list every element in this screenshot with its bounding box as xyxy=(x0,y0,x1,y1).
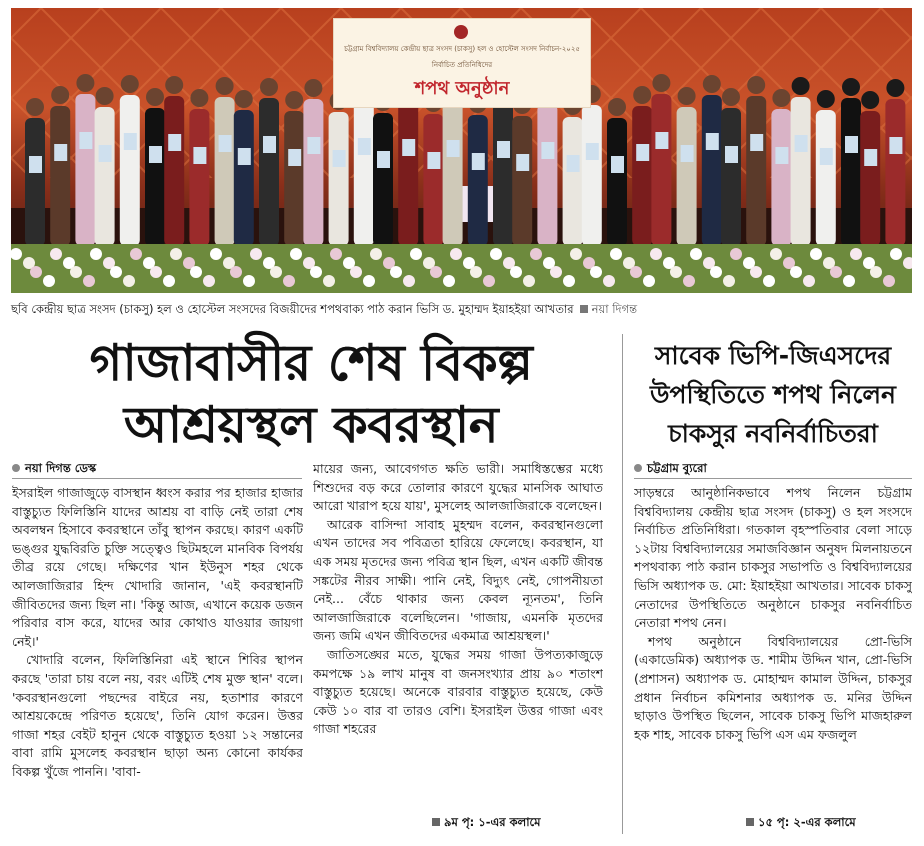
flower xyxy=(770,248,782,260)
right-headline xyxy=(632,336,914,453)
flower xyxy=(670,266,682,278)
right-paragraph-2: শপথ অনুষ্ঠানে বিশ্ববিদ্যালয়ের প্রো-ভিসি (একাডেমিক) অধ্যাপক ড. শামীম উদ্দিন খান, প্রো-ভিসি (প্রশাসন) অধ্যাপক ড. মোহাম্মদ কামাল উদ্দিন, চাকসুর প্রধান নির্বাচন কমিশনার অধ্যাপক ড. মনির উদ্দিন ছাড়াও উপস্থিত ছিলেন, সাবেক চাকসু ভিপি মাজহারুল হক শাহ, সাবেক চাকসু ভিপি এস এম ফজলুল xyxy=(634,633,912,742)
certificate xyxy=(263,136,276,153)
flower xyxy=(610,248,622,260)
certificate xyxy=(193,147,206,164)
person-silhouette xyxy=(468,115,488,246)
certificate xyxy=(775,147,788,164)
certificate xyxy=(333,150,346,167)
right-jump-line xyxy=(742,814,856,833)
person-head xyxy=(96,87,114,105)
certificate xyxy=(706,133,719,150)
person-silhouette xyxy=(677,107,697,246)
column-divider xyxy=(622,334,623,834)
flower xyxy=(330,248,342,260)
person-silhouette xyxy=(537,104,557,246)
flower xyxy=(270,266,282,278)
certificate xyxy=(358,138,371,155)
banner-subtitle: চট্টগ্রাম বিশ্ববিদ্যালয় কেন্দ্রীয় ছাত্র সংসদ (চাকসু) হল ও হোস্টেল সংসদ নির্বাচন-২০২৫ xyxy=(344,45,580,53)
person-silhouette xyxy=(284,111,304,246)
byline-bullet-icon xyxy=(12,464,20,472)
flower xyxy=(363,275,375,287)
certificate xyxy=(29,156,42,173)
flower xyxy=(883,275,895,287)
flower xyxy=(790,266,802,278)
person-silhouette xyxy=(702,95,722,246)
certificate xyxy=(655,132,668,149)
news-photo xyxy=(11,8,912,293)
flower xyxy=(50,248,62,260)
flower xyxy=(483,275,495,287)
person-silhouette xyxy=(354,100,374,246)
person-head xyxy=(772,89,790,107)
person-silhouette xyxy=(145,108,165,246)
left-col2-paragraph-2: আরেক বাসিন্দা সাবাহ মুহম্মদ বলেন, কবরস্থানগুলো এখন তাদের সব পবিত্রতা হারিয়ে ফেলেছে। কবরস্থান, যা এক সময় মৃতদের জন্য পবিত্র স্থান ছিল, এখন একটি জীবন্ত সঙ্কটের নীরব সাক্ষী। পানি নেই, বিদ্যুৎ নেই, গোপনীয়তা নেই... বেঁচে থাকার জন্য কেবল ন্যূনতম', তিনি আলজাজিরাকে বলেছিলেন। 'গাজায়, এমনকি মৃতদের জন্য জমি এখন জীবিতদের একমাত্র আশ্রয়স্থল।' xyxy=(313,516,603,644)
flower xyxy=(83,275,95,287)
flower xyxy=(890,248,902,260)
person-head xyxy=(121,75,139,93)
certificate xyxy=(79,132,92,149)
person-silhouette xyxy=(443,102,463,246)
flower xyxy=(570,248,582,260)
flower xyxy=(450,248,462,260)
person-silhouette xyxy=(746,96,766,246)
flower xyxy=(203,275,215,287)
flower xyxy=(430,266,442,278)
person-silhouette xyxy=(75,94,95,246)
flower xyxy=(683,275,695,287)
certificate xyxy=(377,151,390,168)
flower xyxy=(170,248,182,260)
person-head xyxy=(146,88,164,106)
left-col2-paragraph-1: মায়ের জন্য, আবেগগত ক্ষতি ভারী। সমাধিস্তম্ভের মধ্যে শিশুদের বড় করে তোলার কারণে যুদ্ধের মানসিক আঘাত আরো খারাপ হয়ে যায়', মুসলেহ আলজাজিরাকে বলেছেন। xyxy=(313,461,603,514)
person-silhouette xyxy=(373,113,393,246)
person-silhouette xyxy=(164,96,184,246)
certificate xyxy=(124,133,137,150)
right-headline-line-3: চাকসুর নবনির্বাচিতরা xyxy=(668,419,878,448)
person-head xyxy=(26,98,44,116)
certificate xyxy=(586,143,599,160)
person-head xyxy=(304,79,322,97)
flower xyxy=(830,266,842,278)
person-head xyxy=(817,90,835,108)
flower xyxy=(323,275,335,287)
certificate xyxy=(567,155,580,172)
certificate xyxy=(149,146,162,163)
flower xyxy=(850,248,862,260)
person-head xyxy=(886,79,904,97)
certificate xyxy=(219,135,232,152)
flower xyxy=(310,266,322,278)
left-byline-rule xyxy=(12,478,302,479)
certificate xyxy=(725,146,738,163)
flower xyxy=(410,248,422,260)
left-jump-line xyxy=(428,814,541,833)
flower xyxy=(763,275,775,287)
person-silhouette xyxy=(234,110,254,246)
person-silhouette xyxy=(632,106,652,246)
person-head xyxy=(285,91,303,109)
flower xyxy=(723,275,735,287)
flower xyxy=(110,266,122,278)
flower xyxy=(750,266,762,278)
flower xyxy=(803,275,815,287)
person-head xyxy=(608,98,626,116)
certificate xyxy=(472,153,485,170)
flower xyxy=(690,248,702,260)
flower xyxy=(30,266,42,278)
flower xyxy=(250,248,262,260)
person-silhouette xyxy=(816,110,836,246)
person-silhouette xyxy=(582,105,602,246)
flower xyxy=(843,275,855,287)
flower xyxy=(650,248,662,260)
person-silhouette xyxy=(303,99,323,246)
flower xyxy=(523,275,535,287)
left-byline xyxy=(12,460,96,476)
certificate xyxy=(889,137,902,154)
person-silhouette xyxy=(721,108,741,246)
flower xyxy=(643,275,655,287)
flower xyxy=(870,266,882,278)
person-silhouette xyxy=(512,116,532,246)
byline-bullet-icon xyxy=(634,464,642,472)
certificate xyxy=(516,154,529,171)
certificate xyxy=(497,141,510,158)
person-silhouette xyxy=(189,109,209,246)
person-head xyxy=(51,86,69,104)
person-silhouette xyxy=(259,98,279,246)
certificate xyxy=(541,142,554,159)
person-head xyxy=(190,89,208,107)
flower xyxy=(730,248,742,260)
right-column xyxy=(634,484,912,814)
person-head xyxy=(260,78,278,96)
university-emblem-icon xyxy=(454,25,468,39)
left-col2-paragraph-3: জাতিসঙ্ঘের মতে, যুদ্ধের সময় গাজা উপত্যকাজুড়ে কমপক্ষে ১৯ লাখ মানুষ বা জনসংখ্যার প্রায় ৯০ শতাংশ বাস্তুচ্যুত হয়েছে। অনেকে বারবার বাস্তুচ্যুত হয়েছে, কেউ কেউ ১০ বার বা তারও বেশি। ইসরাইল উত্তর গাজা এবং গাজা শহরের xyxy=(313,646,603,737)
flower xyxy=(163,275,175,287)
person-head xyxy=(703,75,721,93)
person-head xyxy=(235,90,253,108)
certificate xyxy=(864,149,877,166)
person-silhouette xyxy=(215,97,235,246)
left-col1-paragraph-2: খোদারি বলেন, ফিলিস্তিনিরা এই স্থানে শিবির স্থাপন করছে 'তারা চায় বলে নয়, বরং এটিই শেষ মুক্ত স্থান' বলে। 'কবরস্থানগুলো পছন্দের বাইরে নয়, হতাশার কারণে আশ্রয়কেন্দ্রে পরিণত হয়েছে', তিনি যোগ করেন। উত্তর গাজা শহর বেইট হানুন থেকে বাস্তুচ্যুত হওয়া ১২ সন্তানের বাবা রামি মুসলেহ কবরস্থান ছাড়া অন্য কোনো কার্যকর বিকল্প খুঁজে পাননি। 'বাবা- xyxy=(12,652,303,779)
certificate xyxy=(636,144,649,161)
flower xyxy=(603,275,615,287)
certificate xyxy=(99,145,112,162)
person-silhouette xyxy=(885,99,905,246)
right-headline-line-1: সাবেক ভিপি-জিএসদের xyxy=(654,341,892,370)
person-silhouette xyxy=(95,107,115,246)
left-byline-text: নয়া দিগন্ত ডেস্ক xyxy=(25,461,97,475)
certificate xyxy=(168,134,181,151)
jump-square-icon xyxy=(432,818,440,826)
certificate xyxy=(238,148,251,165)
person-head xyxy=(747,76,765,94)
left-col1-paragraph-1: ইসরাইল গাজাজুড়ে বাসস্থান ধ্বংস করার পর হাজার হাজার বাস্তুচ্যুত ফিলিস্তিনি যাদের আশ্রয় বা বাড়ি নেই তারা শেষ অবলম্বন হিসাবে কবরস্থানে তাঁবু স্থাপন করছে। কারণ একটি ভঙ্গুর যুদ্ধবিরতি চুক্তি সত্ত্বেও ছিটমহলে মানবিক বিপর্যয় তীব্র রয়ে গেছে। দক্ষিণের খান ইউনুস শহর থেকে আলজাজিরার হিন্দ খোদারি জানান, 'এই কবরস্থানটি জীবিতদের জন্য ছিল না। 'কিন্তু আজ, এখানে কয়েক ডজন পরিবার বাস করে, যাদের আর কোথাও যাওয়ার জায়গা নেই।' xyxy=(12,485,303,649)
flower xyxy=(350,266,362,278)
caption-credit: নয়া দিগন্ত xyxy=(591,302,638,316)
person-silhouette xyxy=(791,97,811,246)
right-jump-text: ১৫ পৃ: ২-এর কলামে xyxy=(758,815,856,829)
flower xyxy=(403,275,415,287)
credit-square-icon xyxy=(580,305,588,313)
certificate xyxy=(402,139,415,156)
certificate xyxy=(820,148,833,165)
flower xyxy=(370,248,382,260)
flower xyxy=(90,248,102,260)
flower xyxy=(190,266,202,278)
banner-subtitle-2: নির্বাচিত প্রতিনিধিদের xyxy=(431,61,493,69)
flower xyxy=(210,248,222,260)
right-byline-rule xyxy=(634,478,912,479)
person-head xyxy=(861,91,879,109)
jump-square-icon xyxy=(746,818,754,826)
certificate xyxy=(750,134,763,151)
certificate xyxy=(611,156,624,173)
certificate xyxy=(288,149,301,166)
person-head xyxy=(76,74,94,92)
certificate xyxy=(307,137,320,154)
person-head xyxy=(792,77,810,95)
flower xyxy=(563,275,575,287)
flower xyxy=(390,266,402,278)
person-silhouette xyxy=(563,117,583,246)
flower xyxy=(230,266,242,278)
photo-caption xyxy=(11,300,911,318)
person-silhouette xyxy=(771,109,791,246)
left-headline xyxy=(16,332,606,456)
person-silhouette xyxy=(120,95,140,246)
person-silhouette xyxy=(860,111,880,246)
flower xyxy=(243,275,255,287)
person-silhouette xyxy=(398,101,418,246)
flower xyxy=(810,248,822,260)
left-column-1 xyxy=(12,484,303,834)
certificate xyxy=(427,152,440,169)
flower xyxy=(130,248,142,260)
certificate xyxy=(54,144,67,161)
flower xyxy=(150,266,162,278)
flower xyxy=(710,266,722,278)
right-byline xyxy=(634,460,707,476)
flower xyxy=(550,266,562,278)
person-head xyxy=(678,87,696,105)
left-jump-text: ৯ম পৃ: ১-এর কলামে xyxy=(444,815,541,829)
right-headline-line-2: উপস্থিতিতে শপথ নিলেন xyxy=(650,380,896,409)
certificate xyxy=(681,145,694,162)
person-silhouette xyxy=(493,103,513,246)
flower xyxy=(70,266,82,278)
flower xyxy=(530,248,542,260)
certificate xyxy=(845,136,858,153)
right-byline-text: চট্টগ্রাম ব্যুরো xyxy=(647,461,707,475)
left-column-2 xyxy=(313,460,603,814)
person-silhouette xyxy=(651,94,671,246)
person-silhouette xyxy=(423,114,443,246)
flower xyxy=(290,248,302,260)
left-headline-line-1: গাজাবাসীর শেষ বিকল্প xyxy=(89,334,533,392)
person-head xyxy=(652,74,670,92)
flower xyxy=(470,266,482,278)
person-silhouette xyxy=(25,118,45,246)
stage-banner xyxy=(333,18,591,108)
person-head xyxy=(165,76,183,94)
left-headline-line-2: আশ্রয়স্থল কবরস্থান xyxy=(123,396,499,454)
certificate xyxy=(447,140,460,157)
flower xyxy=(283,275,295,287)
person-silhouette xyxy=(50,106,70,246)
flower xyxy=(590,266,602,278)
person-silhouette xyxy=(607,118,627,246)
flower xyxy=(510,266,522,278)
person-silhouette xyxy=(841,98,861,246)
person-head xyxy=(216,77,234,95)
person-silhouette xyxy=(329,112,349,246)
certificate xyxy=(795,135,808,152)
person-head xyxy=(842,78,860,96)
right-paragraph-1: সাড়ম্বরে আনুষ্ঠানিকভাবে শপথ নিলেন চট্টগ্রাম বিশ্ববিদ্যালয় কেন্দ্রীয় ছাত্র সংসদ (চাকসু) ও হল সংসদে নির্বাচিত প্রতিনিধিরা। গতকাল বৃহস্পতিবার বেলা সাড়ে ১২টায় বিশ্ববিদ্যালয়ের সমাজবিজ্ঞান অনুষদ মিলনায়তনে শপথবাক্য পাঠ করান চাকসুর সভাপতি ও বিশ্ববিদ্যালয়ের ভিসি অধ্যাপক ড. মো: ইয়াহইয়া আখতার। সাবেক চাকসু নেতাদের উপস্থিতিতে অনুষ্ঠানে চাকসুর নবনির্বাচিত নেতারা শপথ নেন। xyxy=(634,485,912,631)
flower xyxy=(490,248,502,260)
flower xyxy=(443,275,455,287)
banner-title: শপথ অনুষ্ঠান xyxy=(414,78,510,99)
person-head xyxy=(722,88,740,106)
flower xyxy=(43,275,55,287)
flower xyxy=(123,275,135,287)
flower xyxy=(630,266,642,278)
person-head xyxy=(633,86,651,104)
caption-text: ছবি কেন্দ্রীয় ছাত্র সংসদ (চাকসু) হল ও হোস্টেল সংসদের বিজয়ীদের শপথবাক্য পাঠ করান ভিসি ড. মুহাম্মদ ইয়াহইয়া আখতার xyxy=(11,302,574,316)
